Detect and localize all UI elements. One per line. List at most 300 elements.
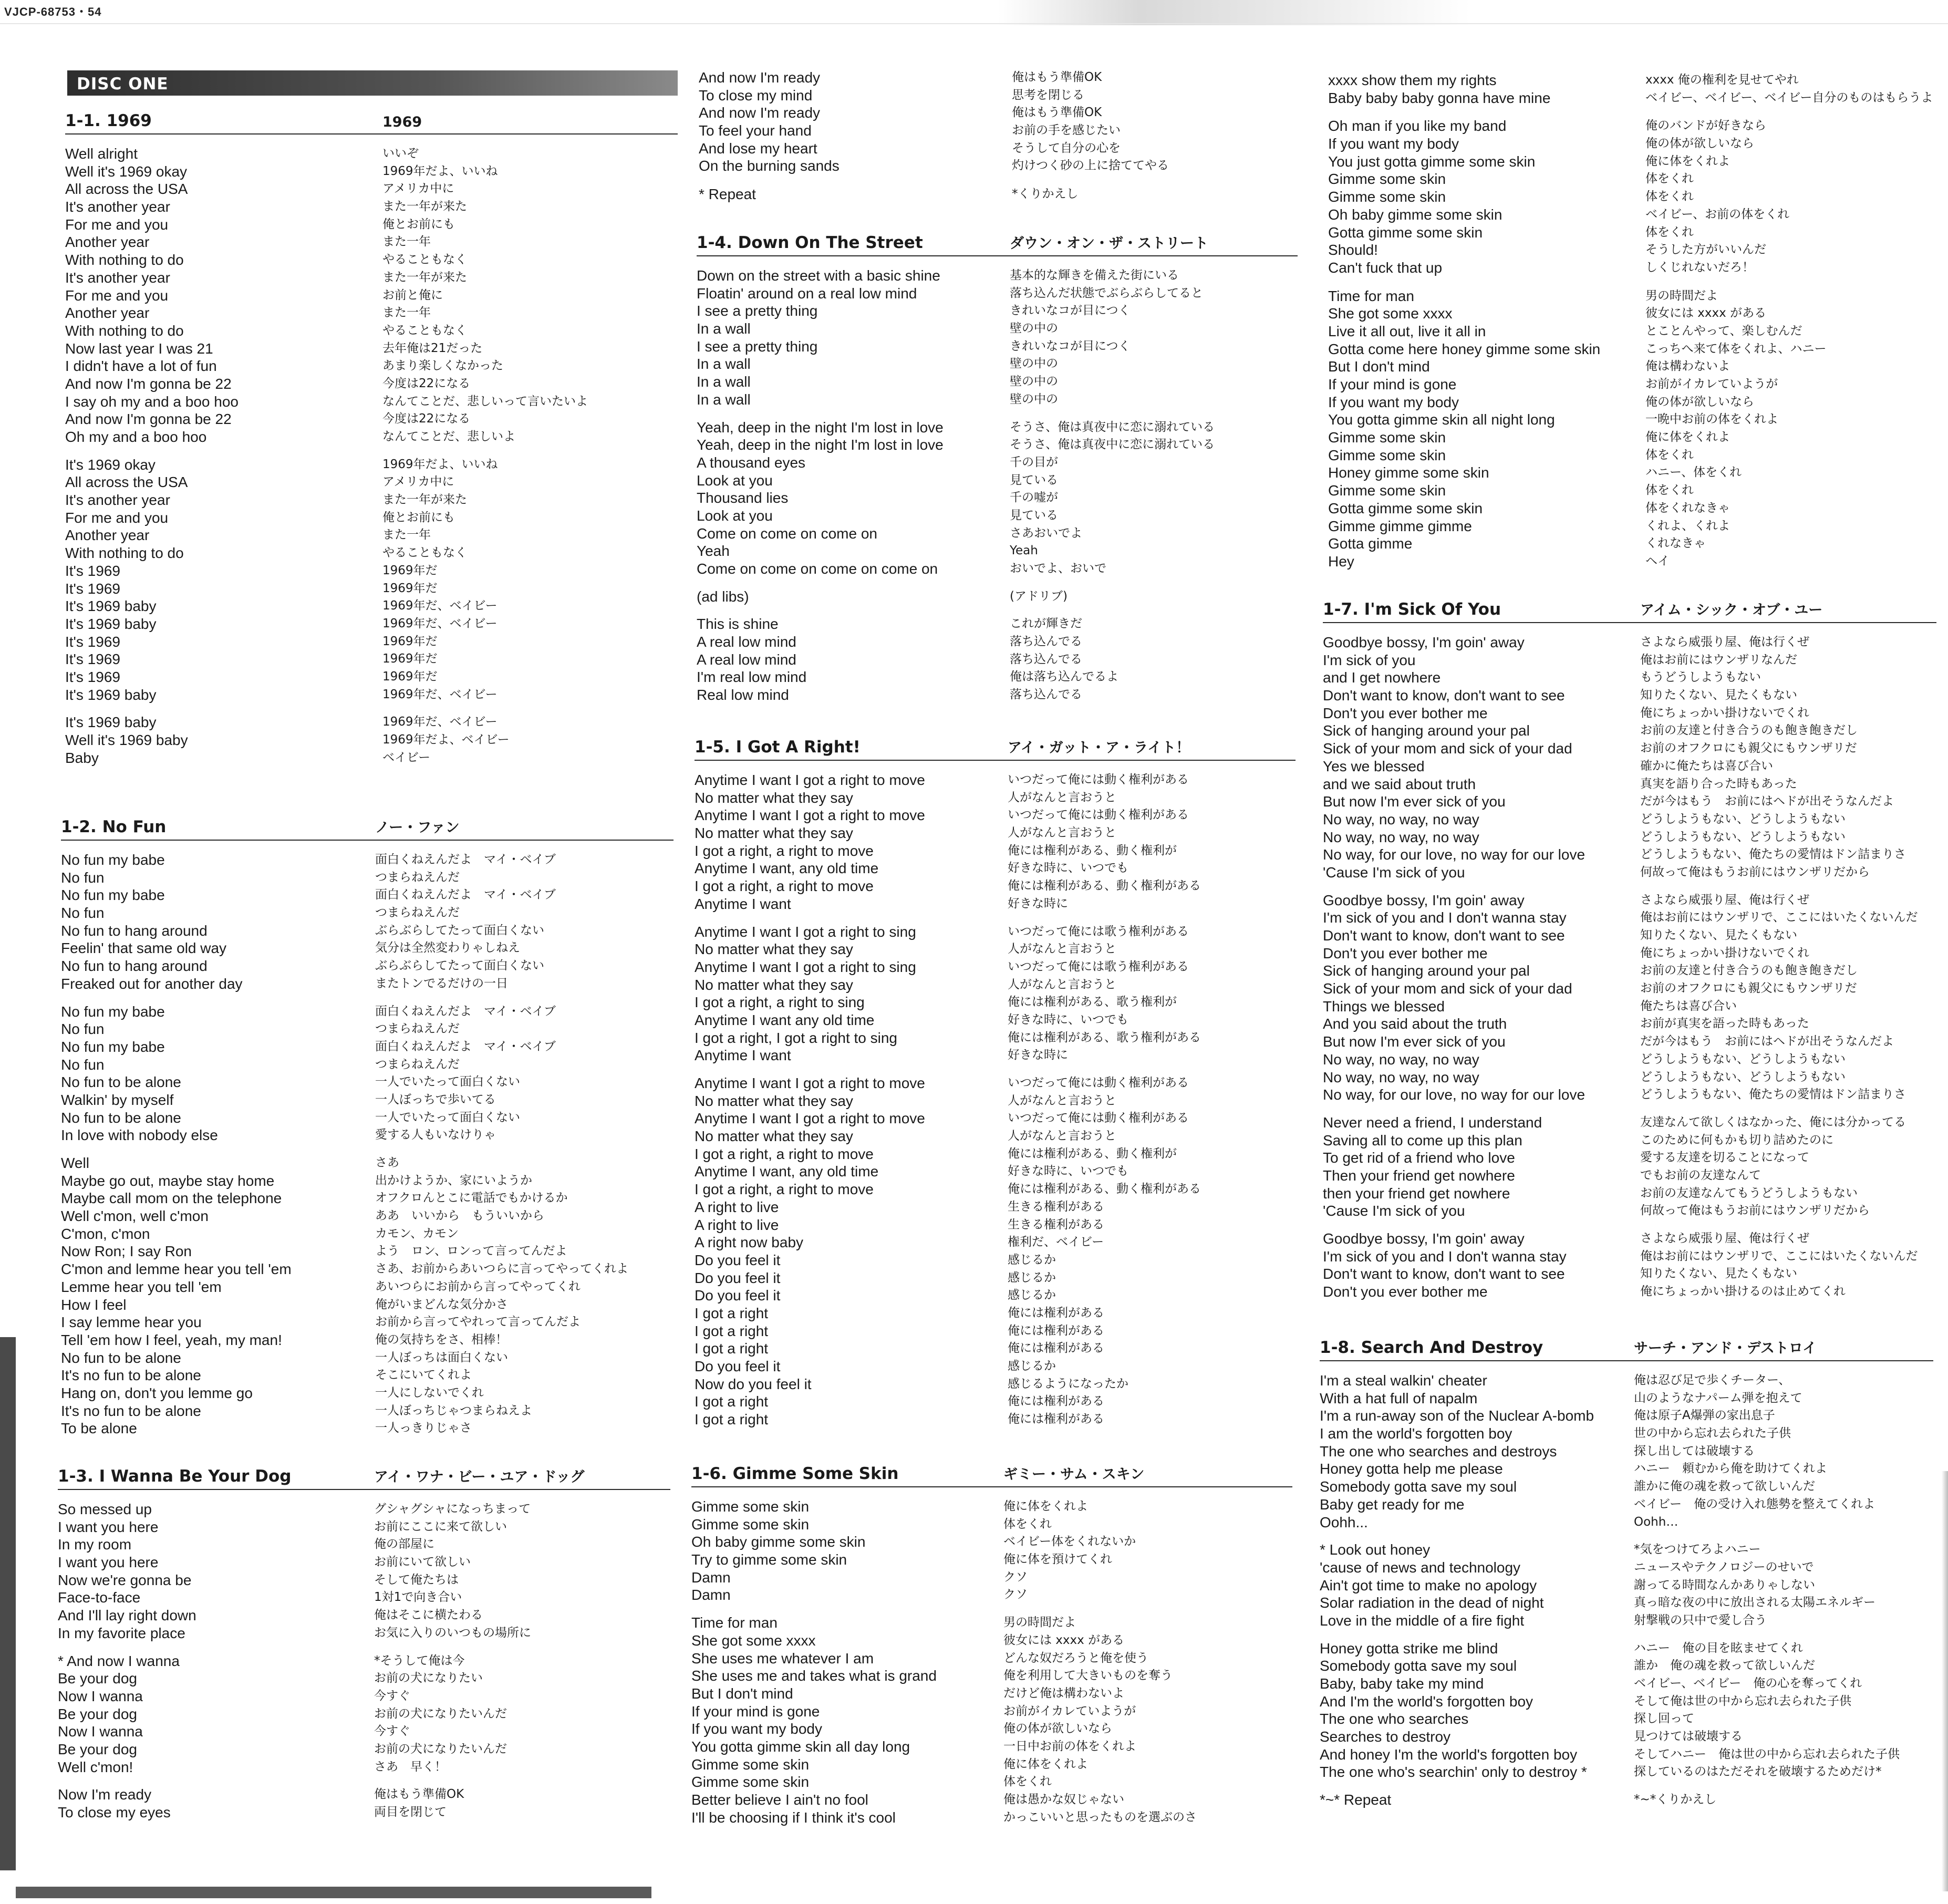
lyric-en: Gimme gimme gimme [1328, 518, 1472, 534]
lyric-line [65, 473, 678, 491]
lyric-ja: クソ [1003, 1588, 1028, 1602]
lyric-line [1323, 980, 1936, 998]
lyric-ja: くれなきゃ [1645, 536, 1706, 551]
lyric-en: No way, for our love, no way for our love [1323, 846, 1586, 863]
song-title-ja: ノー・ファン [375, 820, 460, 836]
lyric-line [697, 588, 1298, 606]
lyric-ja: さよなら威張り屋、俺は行くぜ [1640, 635, 1809, 649]
lyric-line [695, 824, 1296, 842]
lyric-en: Now I wanna [58, 1723, 143, 1740]
lyric-line [1323, 945, 1936, 963]
lyric-ja: 俺の部屋に [374, 1537, 434, 1551]
lyric-ja: お前がイカレていようが [1003, 1704, 1136, 1718]
lyric-line [61, 1038, 673, 1056]
lyric-ja: 俺はそこに横たわる [374, 1608, 483, 1622]
lyric-ja: *そうして俺は今 [374, 1653, 465, 1668]
lyric-ja: 一人っきりじゃさ [375, 1421, 472, 1435]
lyric-ja: さよなら威張り屋、俺は行くぜ [1640, 893, 1809, 907]
lyric-ja: そして俺は世の中から忘れ去られた子供 [1634, 1694, 1851, 1708]
lyric-ja: 気分は全然変わりゃしねえ [375, 941, 520, 955]
lyric-line [1323, 962, 1936, 980]
lyric-ja: 1969年だ [382, 563, 438, 577]
lyric-ja: いつだって俺には歌う権利がある [1008, 924, 1189, 938]
lyric-en: Well [61, 1155, 89, 1171]
lyric-ja: このために何もかも切り詰めたのに [1640, 1133, 1833, 1147]
lyric-ja: だけど俺は構わないよ [1003, 1686, 1124, 1700]
lyric-ja: 俺はもう準備OK [1012, 70, 1102, 84]
lyric-ja: 俺に体をくれよ [1645, 430, 1730, 444]
lyric-line [58, 1518, 670, 1536]
lyric-en: It's 1969 [65, 668, 120, 685]
lyric-en: No fun [61, 905, 105, 922]
song-title: 1-1. 1969 [65, 111, 152, 130]
lyric-ja: 千の嘘が [1010, 491, 1058, 505]
lyric-ja: 感じるか [1008, 1288, 1056, 1302]
lyric-en: So messed up [58, 1501, 152, 1517]
lyric-line [1323, 1015, 1936, 1033]
lyric-line [58, 1786, 670, 1804]
lyric-ja: そうした方がいいんだ [1645, 243, 1766, 257]
lyric-line [1323, 775, 1936, 793]
lyric-line [695, 1074, 1296, 1092]
scan-edge-right [1942, 1471, 1948, 1891]
lyric-en: Walkin' by myself [61, 1091, 174, 1108]
lyric-line [61, 1020, 673, 1038]
lyric-line [695, 1110, 1296, 1127]
lyric-en: Now we're gonna be [58, 1571, 192, 1588]
lyric-line [695, 1358, 1296, 1375]
lyric-ja: 生きる権利がある [1008, 1199, 1104, 1214]
lyric-ja: またトンでるだけの一日 [375, 976, 508, 990]
lyric-ja: また一年 [382, 235, 431, 249]
lyric-line [695, 1092, 1296, 1110]
lyric-ja: 感じるか [1008, 1270, 1056, 1285]
stanza [1323, 892, 1936, 1104]
lyric-ja: また一年が来た [382, 200, 467, 214]
lyric-ja: きれいなコが目につく [1010, 339, 1131, 353]
lyric-en: I got a right, a right to sing [695, 994, 865, 1011]
lyric-en: Do you feel it [695, 1269, 781, 1286]
lyric-en: In a wall [697, 374, 751, 390]
lyric-line [697, 633, 1298, 651]
song-header [1320, 1337, 1933, 1361]
lyric-en: Damn [691, 1569, 731, 1586]
lyric-line [691, 1533, 1292, 1551]
lyric-en: No fun [61, 1056, 105, 1073]
lyric-line [1323, 909, 1936, 927]
lyric-ja: 人がなんと言おうと [1008, 977, 1116, 991]
lyric-en: In a wall [697, 356, 751, 372]
lyric-ja: さあ、お前からあいつらに言ってやってくれよ [375, 1262, 629, 1276]
lyric-ja: お前の友達と付き合うのも飽き飽きだし [1640, 723, 1858, 738]
lyric-ja: 俺のバンドが好きなら [1645, 119, 1766, 133]
lyric-line [695, 789, 1296, 807]
lyric-en: No matter what they say [695, 825, 853, 842]
lyric-en: Better believe I ain't no fool [691, 1792, 868, 1808]
lyric-ja: ニュースやテクノロジーのせいで [1634, 1560, 1814, 1574]
lyric-ja: 壁の中の [1010, 357, 1058, 371]
lyric-ja: また一年 [382, 306, 431, 320]
lyric-ja: ああ いいから もういいから [375, 1209, 544, 1223]
lyric-ja: 基本的な輝きを備えた街にいる [1010, 268, 1179, 282]
lyric-line [697, 373, 1298, 391]
lyric-line [695, 806, 1296, 824]
lyric-en: Don't you ever bother me [1323, 705, 1488, 721]
lyric-ja: ベイビー [382, 750, 431, 764]
lyric-line [691, 1720, 1292, 1738]
stanza [61, 1003, 673, 1145]
lyric-line [1323, 892, 1936, 909]
lyric-en: Yeah, deep in the night I'm lost in love [697, 437, 944, 453]
lyric-line [61, 1003, 673, 1021]
lyric-en: She got some xxxx [691, 1632, 816, 1649]
lyric-en: * Look out honey [1320, 1541, 1431, 1558]
lyric-line [691, 1773, 1292, 1791]
lyric-ja: 山のようなナパーム弾を抱えて [1634, 1391, 1802, 1405]
lyric-en: Now I'm ready [58, 1786, 152, 1803]
lyric-en: Come on come on come on come on [697, 561, 938, 577]
song-header [58, 1466, 670, 1490]
lyric-en: The one who searches and destroys [1320, 1443, 1557, 1460]
lyric-ja: 俺には権利がある、動く権利がある [1008, 879, 1201, 893]
lyric-line [1323, 1202, 1936, 1220]
lyric-line [1323, 1283, 1936, 1301]
lyric-en: Another year [65, 305, 150, 322]
lyric-line [1323, 687, 1936, 705]
lyric-line [1323, 1069, 1936, 1086]
lyric-ja: 見ている [1010, 473, 1058, 487]
lyric-line [65, 410, 678, 428]
lyric-en: If you want my body [1328, 394, 1459, 410]
lyric-ja: 俺はもう準備OK [374, 1787, 464, 1802]
lyric-line [1320, 1443, 1933, 1461]
lyric-line [1320, 1693, 1933, 1711]
lyric-line [697, 391, 1298, 409]
lyric-en: Floatin' around on a real low mind [697, 285, 917, 302]
lyric-ja: 今すぐ [374, 1724, 410, 1739]
lyric-ja: 1969年だ、ベイビー [382, 687, 498, 701]
stanza [65, 145, 678, 446]
lyric-ja: 一人ぼっちは面白くない [375, 1350, 508, 1364]
lyric-en: Honey gotta help me please [1320, 1461, 1503, 1477]
lyric-line [61, 1056, 673, 1074]
lyric-ja: 俺とお前にも [382, 217, 455, 231]
lyric-line [1320, 1728, 1933, 1746]
lyric-line [691, 1586, 1292, 1604]
lyric-ja: 1969年だ [382, 652, 438, 666]
lyric-line [61, 1091, 673, 1109]
lyric-ja: どうしようもない、どうしようもない [1640, 830, 1846, 844]
lyric-en: Gotta gimme some skin [1328, 500, 1483, 516]
lyric-line [1323, 793, 1936, 811]
lyric-en: In love with nobody else [61, 1127, 218, 1144]
lyric-en: Goodbye bossy, I'm goin' away [1323, 634, 1525, 650]
song-header [65, 110, 678, 134]
lyric-ja: アメリカ中に [382, 475, 454, 489]
lyric-line [65, 686, 678, 704]
lyric-en: No way, no way, no way [1323, 1051, 1479, 1068]
lyric-line [65, 633, 678, 651]
lyric-en: But now I'm ever sick of you [1323, 793, 1506, 810]
lyric-en: Lemme hear you tell 'em [61, 1278, 222, 1295]
lyric-en: Look at you [697, 507, 773, 524]
lyric-en: To be alone [61, 1420, 137, 1437]
lyric-en: Love in the middle of a fire fight [1320, 1612, 1525, 1629]
lyric-line [697, 320, 1298, 338]
lyric-en: The one who's searchin' only to destroy * [1320, 1764, 1587, 1781]
lyric-en: Time for man [1328, 287, 1414, 304]
lyric-en: In my room [58, 1536, 132, 1553]
lyric-line [695, 1393, 1296, 1411]
lyric-ja: 俺には権利がある [1008, 1412, 1104, 1426]
lyric-line [65, 544, 678, 562]
lyric-en: I got a right [695, 1322, 769, 1339]
lyric-en: Try to gimme some skin [691, 1551, 847, 1568]
lyric-line [61, 1260, 673, 1278]
lyric-line [1320, 1710, 1933, 1728]
lyric-line [58, 1501, 670, 1518]
lyric-line [691, 1516, 1292, 1534]
lyric-line [58, 1670, 670, 1688]
lyric-line [58, 1607, 670, 1624]
lyric-ja: やることもなく [382, 546, 467, 560]
stanza [1323, 1230, 1936, 1301]
lyric-ja: とことんやって、楽しむんだ [1645, 324, 1802, 338]
lyric-ja: どうしようもない、俺たちの愛情はドン詰まりさ [1640, 1088, 1906, 1102]
lyric-line [65, 375, 678, 393]
lyric-en: No fun [61, 1021, 105, 1038]
lyric-ja: 探し回って [1634, 1712, 1694, 1726]
lyric-ja: これが輝きだ [1010, 617, 1082, 631]
lyric-en: I got a right, a right to move [695, 1145, 874, 1162]
lyric-en: * Repeat [699, 186, 756, 203]
lyric-en: Searches to destroy [1320, 1729, 1451, 1745]
lyric-en: Anytime I want I got a right to move [695, 1110, 925, 1127]
lyric-line [691, 1738, 1292, 1756]
lyric-en: Real low mind [697, 687, 789, 703]
lyric-line [61, 1349, 673, 1367]
lyric-line [1323, 1149, 1936, 1167]
lyric-ja: どんな奴だろうと俺を使う [1003, 1651, 1148, 1665]
song-title: 1-6. Gimme Some Skin [691, 1464, 899, 1483]
lyric-en: No matter what they say [695, 1128, 853, 1145]
lyric-line [61, 1126, 673, 1144]
lyric-ja: 俺に体をくれよ [1003, 1757, 1088, 1771]
lyric-ja: 俺の気持ちをさ、相棒！ [375, 1332, 508, 1347]
song-title: 1-8. Search And Destroy [1320, 1338, 1543, 1357]
lyric-en: Now do you feel it [695, 1375, 812, 1392]
scan-edge-left [0, 1337, 16, 1870]
lyric-en: Look at you [697, 472, 773, 489]
lyric-ja: 誰かに俺の魂を救って欲しいんだ [1634, 1479, 1815, 1494]
disc-label: DISC ONE [77, 75, 169, 94]
lyric-en: It's 1969 [65, 562, 120, 579]
lyric-ja: 俺にちょっかい掛けないでくれ [1640, 706, 1809, 720]
lyric-en: Oohh... [1320, 1514, 1368, 1530]
lyric-en: Baby, baby take my mind [1320, 1675, 1484, 1692]
lyric-line [697, 355, 1298, 373]
lyric-ja: 男の時間だよ [1003, 1616, 1076, 1630]
stanza [695, 923, 1296, 1065]
lyric-en: And now I'm ready [699, 69, 821, 86]
lyric-ja: やることもなく [382, 253, 467, 267]
song-title-ja: アイム・シック・オブ・ユー [1640, 602, 1823, 618]
lyric-ja: いつだって俺には動く権利がある [1008, 1076, 1189, 1090]
lyric-line [65, 597, 678, 615]
lyric-ja: ハニー、体をくれ [1645, 465, 1742, 480]
lyric-ja: 見つけては破壊する [1634, 1730, 1743, 1744]
lyric-ja: 友達なんて欲しくはなかった、俺には分かってる [1640, 1115, 1906, 1129]
lyric-en: and I get nowhere [1323, 669, 1441, 686]
lyric-line [1320, 1612, 1933, 1630]
lyric-en: Well it's 1969 baby [65, 732, 188, 748]
lyric-line [65, 615, 678, 633]
lyric-line [65, 304, 678, 322]
lyric-en: Well c'mon! [58, 1758, 133, 1775]
lyric-ja: お前と俺に [382, 288, 443, 302]
lyric-ja: 俺はお前にはウンザリで、ここにはいたくないんだ [1640, 910, 1918, 925]
lyric-line [1320, 1541, 1933, 1559]
lyric-en: And I'm the world's forgotten boy [1320, 1693, 1533, 1710]
lyric-ja: お前が真実を語った時もあった [1640, 1017, 1809, 1031]
lyric-ja: また一年が来た [382, 493, 467, 507]
lyric-ja: 1969年だ、ベイビー [382, 715, 498, 729]
lyric-ja: 真っ暗な夜の中に放出される太陽エネルギー [1634, 1596, 1876, 1610]
lyric-ja: お前の犬になりたいんだ [374, 1706, 507, 1721]
lyric-en: I'm a run-away son of the Nuclear A-bomb [1320, 1408, 1594, 1424]
lyric-en: Anytime I want [695, 895, 791, 912]
song-block [697, 232, 1298, 704]
lyric-ja: 一人ぼっちで歩いてる [375, 1092, 496, 1106]
lyric-en: *~* Repeat [1320, 1792, 1392, 1808]
lyric-ja: 一日中お前の体をくれよ [1003, 1739, 1136, 1753]
lyric-ja: 俺にちょっかい掛けないでくれ [1640, 946, 1809, 960]
lyric-line [61, 1331, 673, 1349]
lyric-en: A right to live [695, 1198, 779, 1215]
lyric-line [695, 1145, 1296, 1163]
song-block [691, 1463, 1292, 1826]
lyric-line [61, 869, 673, 887]
lyric-en: Face-to-face [58, 1589, 141, 1606]
lyric-ja: 俺がいまどんな気分かさ [375, 1297, 508, 1311]
lyric-ja: 知りたくない、見たくもない [1640, 1267, 1797, 1281]
lyric-en: Now I wanna [58, 1688, 143, 1704]
lyric-ja: どうしようもない、どうしようもない [1640, 1070, 1846, 1084]
stanza [65, 456, 678, 704]
lyric-en: She got some xxxx [1328, 305, 1453, 322]
lyric-ja: 俺には権利がある [1008, 1394, 1104, 1409]
lyric-en: Thousand lies [697, 490, 789, 506]
lyric-ja: 俺には権利がある [1008, 1323, 1104, 1338]
lyric-en: No matter what they say [695, 1092, 853, 1109]
lyric-en: Can't fuck that up [1328, 259, 1443, 276]
lyric-ja: 人がなんと言おうと [1008, 826, 1116, 840]
lyric-ja: 俺に体をくれよ [1003, 1499, 1088, 1513]
lyric-line [697, 419, 1298, 437]
lyric-line [695, 994, 1296, 1011]
lyric-ja: いつだって俺には動く権利がある [1008, 808, 1189, 822]
song-title-ja: アイ・ガット・ア・ライト！ [1008, 740, 1190, 756]
lyric-line [1320, 1496, 1933, 1514]
lyric-ja: 落ち込んでる [1010, 688, 1082, 702]
lyric-en: If your mind is gone [691, 1703, 820, 1720]
lyric-en: Baby baby baby gonna have mine [1328, 89, 1551, 106]
lyric-en: She uses me whatever I am [691, 1650, 874, 1667]
lyric-en: Tell 'em how I feel, yeah, my man! [61, 1331, 282, 1348]
lyric-line [1323, 1167, 1936, 1185]
lyric-en: Another year [65, 527, 150, 544]
lyric-line [691, 1569, 1292, 1587]
lyric-line [65, 562, 678, 580]
lyric-line [58, 1688, 670, 1705]
lyric-en: All across the USA [65, 474, 188, 491]
lyric-line [695, 1251, 1296, 1269]
lyric-ja: 愛する友達を切ることになって [1640, 1151, 1809, 1165]
lyric-line [691, 1685, 1292, 1703]
lyric-ja: 俺には権利がある、動く権利がある [1008, 1182, 1201, 1196]
lyric-ja: 俺はお前にはウンザリで、ここにはいたくないんだ [1640, 1249, 1918, 1263]
lyric-ja: 体をくれ [1003, 1775, 1052, 1789]
lyric-line [61, 1109, 673, 1127]
lyric-line [65, 428, 678, 446]
lyric-ja: よう ロン、ロンって言ってんだよ [375, 1244, 567, 1258]
lyric-en: Should! [1328, 242, 1378, 258]
lyric-ja: 思考を閉じる [1012, 88, 1084, 102]
lyric-line [58, 1652, 670, 1670]
lyric-en: No fun my babe [61, 1003, 165, 1020]
lyric-line [65, 269, 678, 287]
lyric-line [695, 940, 1296, 958]
lyric-ja: また一年が来た [382, 270, 467, 284]
lyric-line [1323, 1114, 1936, 1132]
lyric-line [695, 958, 1296, 976]
lyric-line [697, 507, 1298, 525]
lyric-en: Somebody gotta save my soul [1320, 1478, 1517, 1495]
lyric-line [65, 216, 678, 234]
lyric-en: No fun to hang around [61, 922, 208, 939]
lyric-line [695, 923, 1296, 941]
lyric-en: To feel your hand [699, 122, 812, 139]
lyric-line [65, 668, 678, 686]
song-title: 1-2. No Fun [61, 818, 167, 836]
stanza [1320, 1640, 1933, 1782]
lyric-line [691, 1703, 1292, 1721]
lyric-line [1323, 846, 1936, 864]
lyric-en: The one who searches [1320, 1711, 1469, 1727]
song-title: 1-3. I Wanna Be Your Dog [58, 1467, 292, 1486]
lyric-en: Be your dog [58, 1705, 137, 1722]
stanza [58, 1652, 670, 1776]
lyric-en: C'mon and lemme hear you tell 'em [61, 1261, 292, 1278]
lyric-ja: いつだって俺には動く権利がある [1008, 773, 1189, 787]
lyric-ja: 人がなんと言おうと [1008, 1129, 1116, 1143]
lyric-ja: 探し出しては破壊する [1634, 1444, 1755, 1458]
lyric-en: Yeah, deep in the night I'm lost in love [697, 419, 944, 436]
lyric-line [65, 731, 678, 749]
lyric-ja: 1969年だよ、いいね [382, 164, 498, 178]
lyric-ja: 1969年だ、ベイビー [382, 599, 498, 613]
lyric-ja: 1969年だ [382, 581, 438, 595]
lyric-en: It's 1969 baby [65, 615, 157, 632]
lyric-ja: ベイビー、お前の体をくれ [1645, 207, 1790, 221]
lyric-en: For me and you [65, 509, 169, 526]
lyric-line [58, 1571, 670, 1589]
lyric-en: Anytime I want I got a right to move [695, 772, 925, 788]
lyric-en: Goodbye bossy, I'm goin' away [1323, 892, 1525, 908]
lyric-line [1320, 1460, 1933, 1478]
stanza [1320, 1541, 1933, 1629]
lyric-ja: 人がなんと言おうと [1008, 942, 1116, 956]
